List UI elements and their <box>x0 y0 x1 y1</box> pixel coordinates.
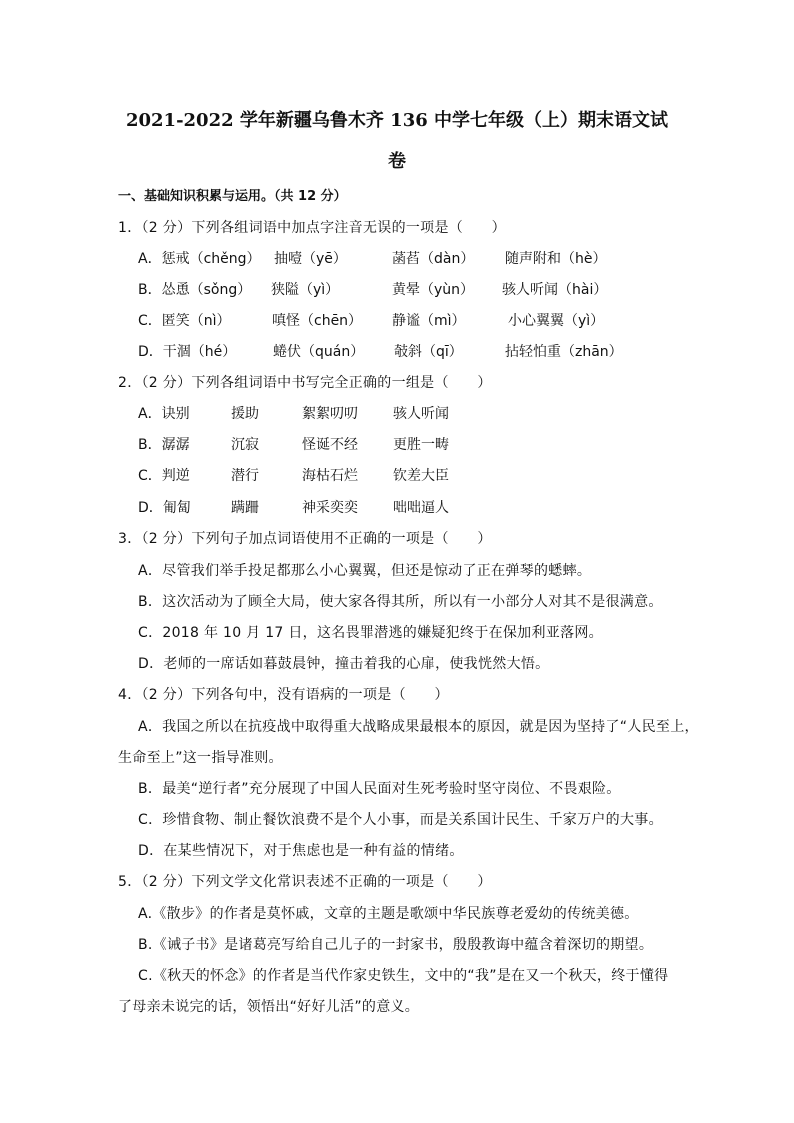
exam-title-line2: 卷 <box>388 151 406 172</box>
q2-option-c-col1: C．判逆 <box>138 468 190 484</box>
q2-option-c-col2: 潜行 <box>231 468 259 484</box>
q4-option-c: C．珍惜食物、制止餐饮浪费不是个人小事，而是关系国计民生、千家万户的大事。 <box>138 812 663 828</box>
q1-option-a-col2: 抽噎（yē） <box>274 251 347 267</box>
q1-option-b-col2: 狭隘（yì） <box>271 282 340 298</box>
q2-option-b-col1: B．潺潺 <box>138 437 190 453</box>
question-4-stem: 4．（2 分）下列各句中，没有语病的一项是（ ） <box>118 687 449 703</box>
q1-option-c-col4: 小心翼翼（yì） <box>508 313 605 329</box>
q1-option-d-col2: 蜷伏（quán） <box>273 344 365 360</box>
q4-option-d: D．在某些情况下，对于焦虑也是一种有益的情绪。 <box>138 843 464 859</box>
q5-option-c-line1: C.《秋天的怀念》的作者是当代作家史铁生，文中的“我”是在又一个秋天，终于懂得 <box>138 968 669 984</box>
q2-option-d-col1: D．匍匐 <box>138 500 191 516</box>
q1-option-b-col4: 骇人听闻（hài） <box>502 282 608 298</box>
q4-option-a-line2: 生命至上”这一指导准则。 <box>118 750 283 766</box>
q2-option-d-col4: 咄咄逼人 <box>393 500 449 516</box>
q1-option-a-col1: A．惩戒（chěng） <box>138 251 261 267</box>
q4-option-b: B．最美“逆行者”充分展现了中国人民面对生死考验时坚守岗位、不畏艰险。 <box>138 781 621 797</box>
q2-option-a-col2: 援助 <box>231 406 259 422</box>
question-2-stem: 2．（2 分）下列各组词语中书写完全正确的一组是（ ） <box>118 375 492 391</box>
q4-option-a-line1: A．我国之所以在抗疫战中取得重大战略成果最根本的原因，就是因为坚持了“人民至上， <box>138 719 699 735</box>
q2-option-c-col4: 钦差大臣 <box>393 468 449 484</box>
q1-option-d-col4: 拈轻怕重（zhān） <box>505 344 623 360</box>
q1-option-c-col2: 嗔怪（chēn） <box>272 313 363 329</box>
question-5-stem: 5．（2 分）下列文学文化常识表述不正确的一项是（ ） <box>118 874 492 890</box>
q2-option-d-col2: 蹒跚 <box>231 500 259 516</box>
q2-option-a-col4: 骇人听闻 <box>393 406 449 422</box>
q3-option-d: D．老师的一席话如暮鼓晨钟，撞击着我的心扉，使我恍然大悟。 <box>138 656 550 672</box>
q1-option-a-col3: 菡萏（dàn） <box>392 251 475 267</box>
q5-option-a: A.《散步》的作者是莫怀戚，文章的主题是歌颂中华民族尊老爱幼的传统美德。 <box>138 906 639 922</box>
question-3-stem: 3．（2 分）下列句子加点词语使用不正确的一项是（ ） <box>118 531 492 547</box>
q1-option-d-col3: 攲斜（qī） <box>394 344 463 360</box>
q3-option-a: A．尽管我们举手投足都那么小心翼翼，但还是惊动了正在弹琴的蟋蟀。 <box>138 563 592 579</box>
q1-option-a-col4: 随声附和（hè） <box>505 251 607 267</box>
section-heading: 一、基础知识积累与运用。（共 12 分） <box>118 189 347 204</box>
q1-option-b-col1: B．怂恿（sǒng） <box>138 282 252 298</box>
question-1-stem: 1．（2 分）下列各组词语中加点字注音无误的一项是（ ） <box>118 220 506 236</box>
q1-option-b-col3: 黄晕（yùn） <box>392 282 475 298</box>
q2-option-d-col3: 神采奕奕 <box>302 500 358 516</box>
q2-option-b-col2: 沉寂 <box>231 437 259 453</box>
q1-option-d-col1: D．干涸（hé） <box>138 344 237 360</box>
q3-option-b: B．这次活动为了顾全大局，使大家各得其所，所以有一小部分人对其不是很满意。 <box>138 594 663 610</box>
q3-option-c: C．2018 年 10 月 17 日，这名畏罪潜逃的嫌疑犯终于在保加利亚落网。 <box>138 625 603 641</box>
q2-option-b-col3: 怪诞不经 <box>302 437 358 453</box>
q5-option-b: B.《诫子书》是诸葛亮写给自己儿子的一封家书，殷殷教诲中蕴含着深切的期望。 <box>138 937 654 953</box>
q2-option-a-col3: 絮絮叨叨 <box>302 406 358 422</box>
q2-option-b-col4: 更胜一畴 <box>393 437 449 453</box>
q1-option-c-col1: C．匿笑（nì） <box>138 313 231 329</box>
q2-option-a-col1: A．诀别 <box>138 406 190 422</box>
q5-option-c-line2: 了母亲未说完的话，领悟出“好好儿活”的意义。 <box>118 999 420 1015</box>
q2-option-c-col3: 海枯石烂 <box>302 468 358 484</box>
exam-title-line1: 2021-2022 学年新疆乌鲁木齐 136 中学七年级（上）期末语文试 <box>125 110 669 131</box>
q1-option-c-col3: 静谧（mì） <box>392 313 466 329</box>
